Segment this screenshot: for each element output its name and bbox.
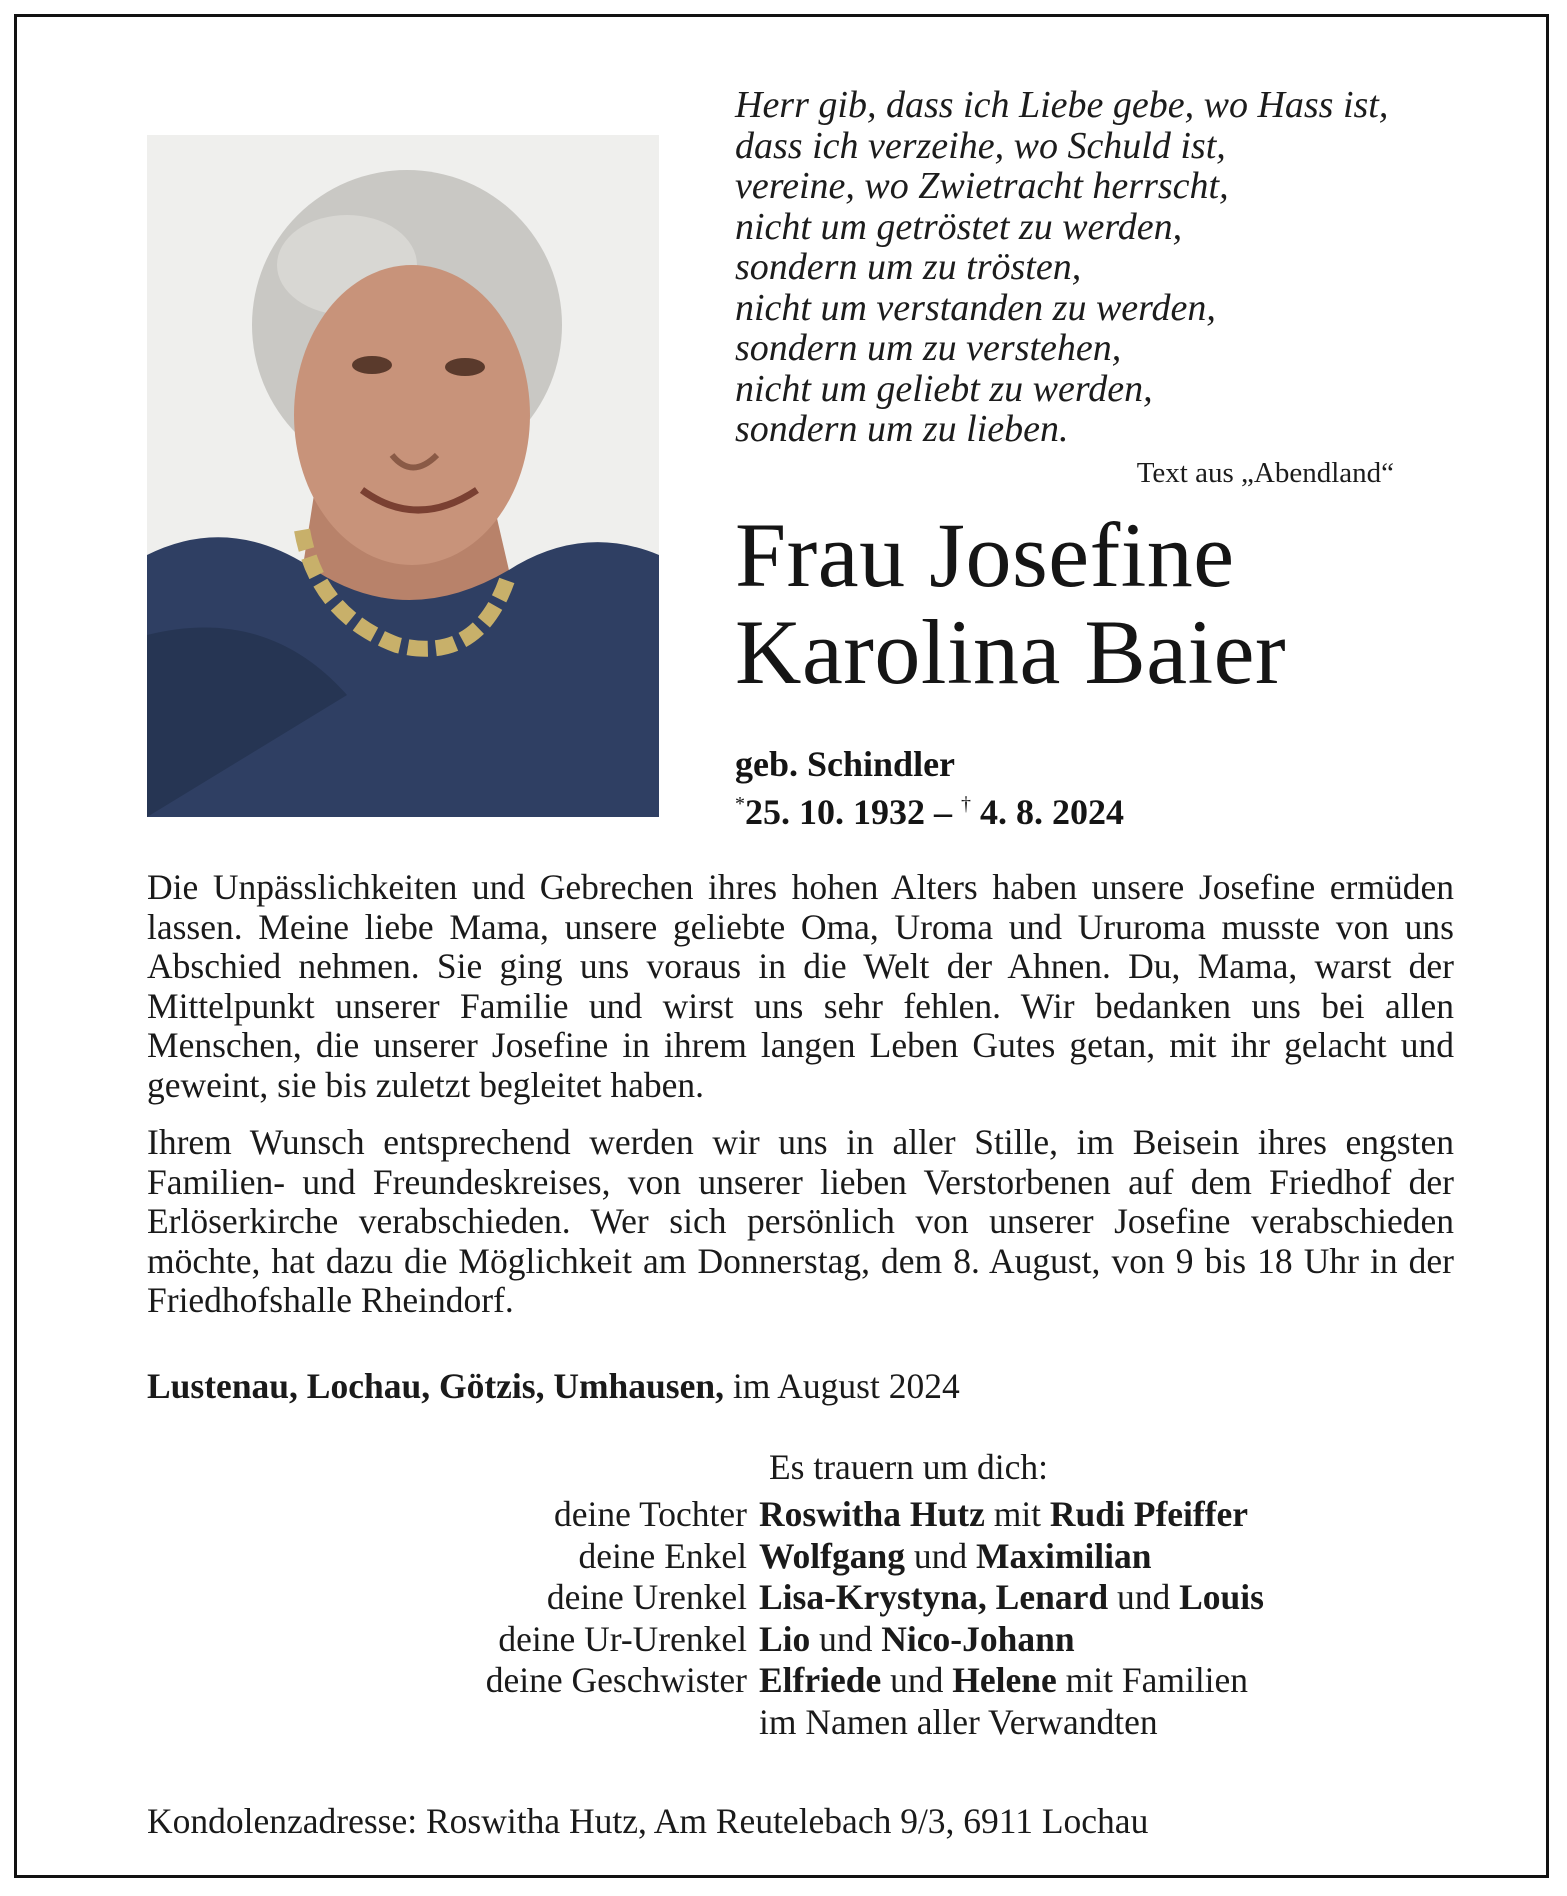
month-year: im August 2024 xyxy=(723,1366,960,1406)
mourner-names xyxy=(759,1494,1248,1536)
name-line-2: Karolina Baier xyxy=(735,601,1287,703)
mourner-name: Wolfgang xyxy=(759,1535,905,1576)
mourner-row xyxy=(317,1494,1467,1536)
mourner-name: Elfriede xyxy=(759,1660,882,1700)
mourners-list xyxy=(317,1494,1467,1743)
connector: und xyxy=(881,1660,953,1700)
connector: mit Familien xyxy=(1056,1660,1249,1700)
mourner-row xyxy=(317,1577,1467,1619)
portrait-photo xyxy=(147,135,659,817)
mourner-row xyxy=(317,1660,1467,1702)
poem xyxy=(735,85,1455,450)
poem-line: dass ich verzeihe, wo Schuld ist, xyxy=(735,124,1226,167)
mourner-name: Nico-Johann xyxy=(881,1618,1075,1659)
mourner-name: Louis xyxy=(1179,1577,1264,1617)
life-dates xyxy=(735,784,1124,832)
mourners-heading: Es trauern um dich: xyxy=(769,1447,1048,1487)
relation: deine Ur-Urenkel xyxy=(498,1618,747,1659)
poem-line: nicht um geliebt zu werden, xyxy=(735,367,1153,410)
mourner-name: Maximilian xyxy=(975,1535,1152,1576)
deceased-name xyxy=(735,504,1287,703)
poem-line: nicht um verstanden zu werden, xyxy=(735,286,1216,329)
relation: deine Enkel xyxy=(578,1535,747,1576)
mourner-row xyxy=(317,1702,1467,1744)
birth-date: 25. 10. 1932 – xyxy=(745,792,961,832)
mourner-names xyxy=(759,1577,1264,1619)
paragraph-tribute: Die Unpässlichkeiten und Gebrechen ihres hohen Alters haben unsere Josefine ermüden lassen. Meine liebe Mama, unsere geliebte Oma, Uroma und Ururoma musste von uns Abschied nehmen. Sie ging uns voraus in die Welt der Ahnen. Du, Mama, warst der Mittelpunkt unserer Familie und wirst uns sehr fehlen. Wir bedanken uns bei allen Menschen, die unserer Josefine in ihrem langen Leben Gutes getan, mit ihr gelacht und geweint, sie bis zuletzt begleitet haben. xyxy=(147,867,1454,1105)
connector: im Namen aller Verwandten xyxy=(759,1701,1158,1742)
mourner-name: Lio xyxy=(759,1618,811,1659)
mourner-name: Lisa-Krystyna, Lenard xyxy=(759,1577,1109,1617)
poem-line: sondern um zu verstehen, xyxy=(735,327,1122,369)
birth-star-icon: * xyxy=(735,793,745,815)
poem-line: vereine, wo Zwietracht herrscht, xyxy=(735,165,1229,207)
poem-line: sondern um zu trösten, xyxy=(735,246,1082,288)
paragraph-farewell: Ihrem Wunsch entsprechend werden wir uns in aller Stille, im Beisein ihres engsten Familien- und Freundeskreises, von unserer lieben Verstorbenen auf dem Friedhof der Erlöserkirche verabschieden. Wer sich persönlich von unserer Josefine verabschieden möchte, hat dazu die Möglichkeit am Donnerstag, dem 8. August, von 9 bis 18 Uhr in der Friedhofshalle Rheindorf. xyxy=(147,1122,1454,1320)
obituary-card xyxy=(14,14,1549,1878)
mourner-row xyxy=(317,1619,1467,1661)
death-date: 4. 8. 2024 xyxy=(971,792,1124,832)
poem-source: Text aus „Abendland“ xyxy=(1136,457,1394,489)
mourner-names xyxy=(759,1660,1248,1702)
relation: deine Urenkel xyxy=(546,1577,747,1617)
place-date xyxy=(147,1365,960,1407)
relation: deine Geschwister xyxy=(485,1660,747,1700)
mourner-name: Helene xyxy=(952,1660,1057,1700)
birth-name: geb. Schindler xyxy=(735,744,956,784)
connector: mit xyxy=(984,1494,1050,1534)
connector: und xyxy=(904,1535,976,1576)
towns: Lustenau, Lochau, Götzis, Umhausen, xyxy=(147,1366,724,1406)
relation xyxy=(317,1702,759,1744)
poem-line: sondern um zu lieben. xyxy=(735,408,1069,450)
connector: und xyxy=(810,1618,882,1659)
mourner-names xyxy=(759,1702,1158,1744)
connector: und xyxy=(1108,1577,1180,1617)
name-line-1: Frau Josefine xyxy=(735,504,1235,606)
death-cross-icon: † xyxy=(961,793,971,815)
condolence-address: Kondolenzadresse: Roswitha Hutz, Am Reutelebach 9/3, 6911 Lochau xyxy=(147,1801,1149,1841)
poem-line: nicht um getröstet zu werden, xyxy=(735,205,1183,248)
relation: deine Tochter xyxy=(553,1494,747,1534)
mourner-names xyxy=(759,1619,1075,1661)
mourner-name: Rudi Pfeiffer xyxy=(1049,1494,1249,1534)
mourner-names xyxy=(759,1536,1152,1578)
poem-line: Herr gib, dass ich Liebe gebe, wo Hass ist, xyxy=(735,84,1389,126)
mourner-row xyxy=(317,1536,1467,1578)
mourner-name: Roswitha Hutz xyxy=(759,1494,985,1534)
